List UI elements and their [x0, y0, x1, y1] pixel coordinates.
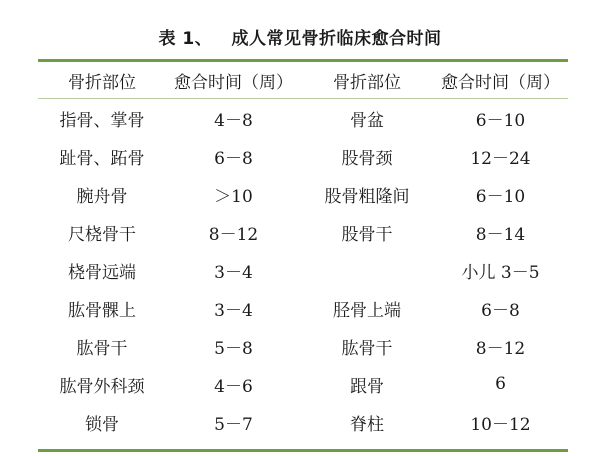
cell-site-right: 股骨粗隆间	[324, 186, 410, 207]
table-row	[38, 403, 568, 441]
cell-time-left: 6－8	[214, 148, 253, 169]
cell-time-left: 4－8	[214, 110, 253, 131]
header-row	[38, 62, 568, 99]
table-row	[38, 365, 568, 403]
cell-time-left: 4－6	[214, 376, 253, 397]
table-row	[38, 327, 568, 365]
bottom-rule	[38, 449, 568, 452]
cell-time-left: 5－7	[214, 414, 253, 435]
table-row	[38, 213, 568, 251]
cell-time-right: 12－24	[470, 148, 531, 169]
cell-time-left: 3－4	[214, 300, 253, 321]
header-site-2: 骨折部位	[301, 62, 433, 99]
cell-site-right: 脊柱	[350, 414, 384, 435]
cell-time-left: 8－12	[208, 224, 259, 245]
cell-time-right: 6－8	[481, 300, 520, 321]
table-row	[38, 251, 568, 289]
cell-time-left: 3－4	[214, 262, 253, 283]
cell-time-left: ＞10	[214, 186, 253, 207]
cell-site-right: 骨盆	[350, 110, 384, 131]
cell-site-left: 指骨、掌骨	[59, 110, 145, 131]
cell-time-right: 6－10	[475, 186, 526, 207]
cell-site-right: 肱骨干	[341, 338, 393, 359]
cell-site-left: 肱骨髁上	[68, 300, 136, 321]
header-time-1: 愈合时间（周）	[166, 62, 301, 99]
cell-time-right: 6	[495, 374, 506, 394]
cell-site-left: 锁骨	[85, 414, 119, 435]
cell-time-right: 小儿 3－5	[461, 262, 540, 283]
cell-time-right: 6－10	[475, 110, 526, 131]
table-row	[38, 137, 568, 175]
table-row	[38, 289, 568, 327]
header-site-1: 骨折部位	[38, 62, 166, 99]
cell-site-left: 桡骨远端	[68, 262, 136, 283]
cell-time-right: 10－12	[470, 414, 531, 435]
cell-time-left: 5－8	[214, 338, 253, 359]
cell-site-left: 趾骨、跖骨	[59, 148, 145, 169]
cell-site-right: 胫骨上端	[333, 300, 401, 321]
cell-time-right: 8－14	[475, 224, 526, 245]
cell-site-right: 股骨颈	[341, 148, 393, 169]
cell-site-right	[301, 251, 433, 289]
table-row	[38, 175, 568, 213]
cell-site-left: 肱骨外科颈	[59, 376, 145, 397]
header-time-2: 愈合时间（周）	[433, 62, 568, 99]
cell-site-right: 股骨干	[341, 224, 393, 245]
cell-site-left: 尺桡骨干	[68, 224, 136, 245]
cell-site-right: 跟骨	[350, 376, 384, 397]
cell-time-right: 8－12	[475, 338, 526, 359]
cell-site-left: 肱骨干	[76, 338, 128, 359]
cell-site-left: 腕舟骨	[76, 186, 128, 207]
table-row	[38, 99, 568, 138]
fracture-healing-table	[38, 62, 568, 441]
table-title: 表 1、 成人常见骨折临床愈合时间	[158, 29, 442, 49]
